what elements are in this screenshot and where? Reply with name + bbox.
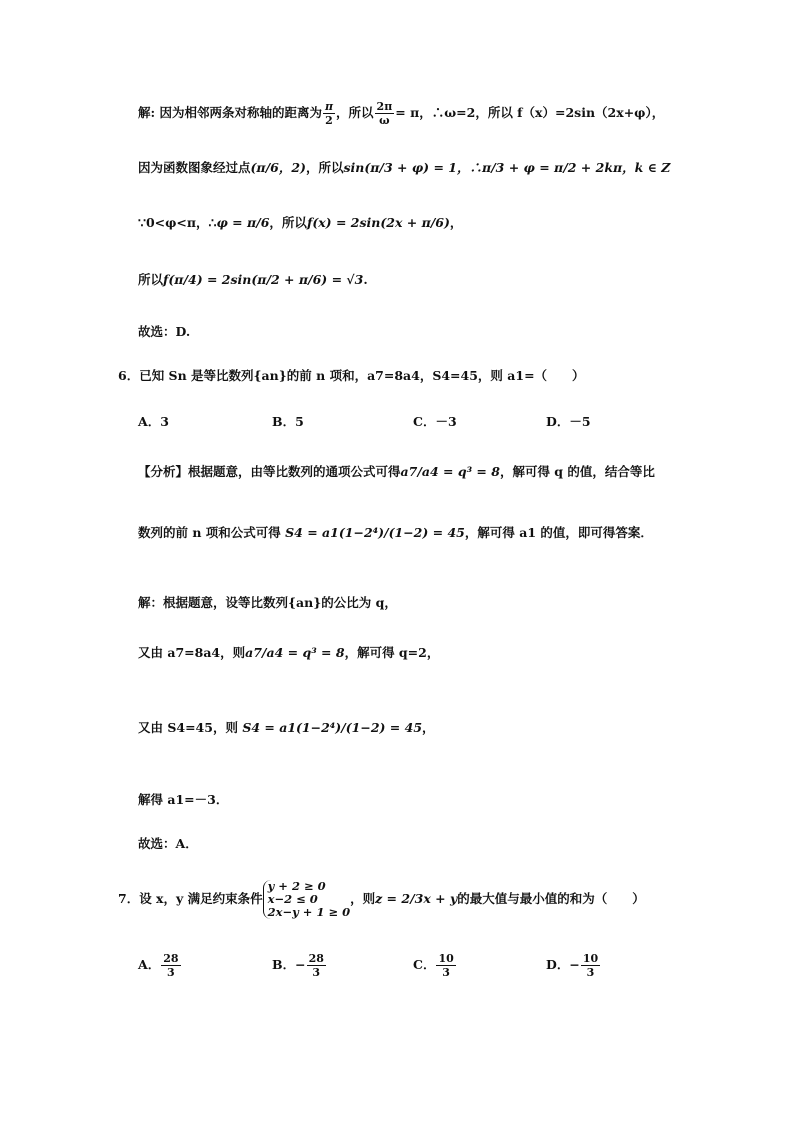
- sol5-text: ，所以: [305, 160, 344, 175]
- q6-answer: 故选：A．: [138, 836, 198, 851]
- option-sign: −: [295, 957, 306, 972]
- math-point: (π/6，2): [250, 160, 306, 175]
- option-label: A．: [138, 957, 161, 972]
- option-sign: −: [569, 957, 580, 972]
- q6-solution-line4: 解得 a1=－3．: [138, 792, 229, 807]
- analysis-text: 数列的前 n 项和公式可得: [138, 525, 281, 540]
- analysis-text: 【分析】根据题意，由等比数列的通项公式可得: [138, 464, 401, 479]
- math-equation: φ = π/6: [216, 215, 270, 230]
- punct: .: [363, 272, 368, 287]
- q6-solution-line2: [138, 645, 439, 661]
- q7-option-d[interactable]: [546, 952, 601, 979]
- solution-text: 又由 a7=8a4，则: [138, 645, 246, 660]
- math-equation: a7/a4 = q³ = 8: [245, 645, 345, 660]
- q7-option-b[interactable]: [272, 952, 327, 979]
- q6-stem: 6．已知 Sn 是等比数列{an}的前 n 项和，a7=8a4，S4=45，则 a1=（ ）: [118, 368, 585, 383]
- q6-analysis-line1: [138, 464, 655, 480]
- q6-solution-line3: [138, 720, 435, 736]
- math-equation: a7/a4 = q³ = 8: [400, 464, 500, 479]
- option-fraction: $\frac{28}{3}$: [308, 952, 324, 979]
- sol5-line1: [138, 100, 664, 127]
- sol5-text: ，所以: [336, 105, 374, 120]
- q7-stem: [118, 880, 645, 919]
- sol5-text: 所以: [138, 272, 164, 287]
- analysis-text: ，解可得 a1 的值，即可得答案．: [464, 525, 653, 540]
- analysis-text: ，解可得 q 的值，结合等比: [499, 464, 655, 479]
- sol5-answer: 故选：D.: [138, 324, 191, 339]
- sol5-line4: [138, 272, 368, 288]
- option-label: C．: [413, 957, 436, 972]
- q7-option-c[interactable]: [413, 952, 457, 979]
- solution-text: 又由 S4=45，则: [138, 720, 238, 735]
- sol5-line2: [138, 160, 670, 176]
- fraction-pi-over-2: $\frac{\pi}{2}$: [324, 100, 334, 127]
- sol5-text: ，所以: [269, 215, 307, 230]
- sol5-text: 解: 因为相邻两条对称轴的距离为: [138, 105, 322, 120]
- constraint-1: y + 2 ≥ 0: [267, 879, 326, 893]
- math-equation: sin(π/3 + φ) = 1: [343, 160, 457, 175]
- q7-text: 7．设 x，y 满足约束条件: [118, 891, 263, 906]
- q6-option-c[interactable]: C．－3: [413, 414, 457, 429]
- punct: ，: [449, 215, 463, 230]
- sol5-text: = π，∴ω=2，所以 f（x）=2sin（2x+φ），: [395, 105, 665, 120]
- math-equation: S4 = a1(1−2⁴)/(1−2) = 45: [242, 720, 423, 735]
- constraint-2: x−2 ≤ 0: [267, 892, 318, 906]
- q7-option-a[interactable]: [138, 952, 182, 979]
- q6-option-b[interactable]: B．5: [272, 414, 304, 429]
- solution-text: ，解可得 q=2，: [344, 645, 440, 660]
- math-equation: S4 = a1(1−2⁴)/(1−2) = 45: [285, 525, 465, 540]
- fraction-2pi-over-omega: $\frac{2\pi}{\omega}$: [376, 100, 393, 127]
- option-fraction: $\frac{10}{3}$: [438, 952, 454, 979]
- math-equation: f(π/4) = 2sin(π/2 + π/6) = √3: [163, 272, 364, 287]
- q6-analysis-line2: [138, 525, 653, 541]
- constraint-system: [263, 880, 350, 919]
- punct: ，: [422, 720, 435, 735]
- option-label: B．: [272, 957, 296, 972]
- sol5-text: ∵0<φ<π，∴: [138, 215, 217, 230]
- sol5-line3: [138, 215, 462, 231]
- q6-solution-line1: 解：根据题意，设等比数列{an}的公比为 q，: [138, 595, 397, 610]
- q6-option-a[interactable]: A．3: [138, 414, 169, 429]
- math-equation: f(x) = 2sin(2x + π/6): [306, 215, 450, 230]
- constraint-3: 2x−y + 1 ≥ 0: [267, 905, 351, 919]
- q7-text: ，则: [350, 891, 376, 906]
- math-equation: ，∴π/3 + φ = π/2 + 2kπ，k ∈ Z: [456, 160, 671, 175]
- objective-function: z = 2/3x + y: [375, 891, 458, 906]
- sol5-text: 因为函数图象经过点: [138, 160, 251, 175]
- option-fraction: $\frac{10}{3}$: [582, 952, 599, 979]
- option-label: D．: [546, 957, 570, 972]
- option-fraction: $\frac{28}{3}$: [163, 952, 179, 979]
- q7-text: 的最大值与最小值的和为（ ）: [457, 891, 645, 906]
- q6-option-d[interactable]: D．－5: [546, 414, 591, 429]
